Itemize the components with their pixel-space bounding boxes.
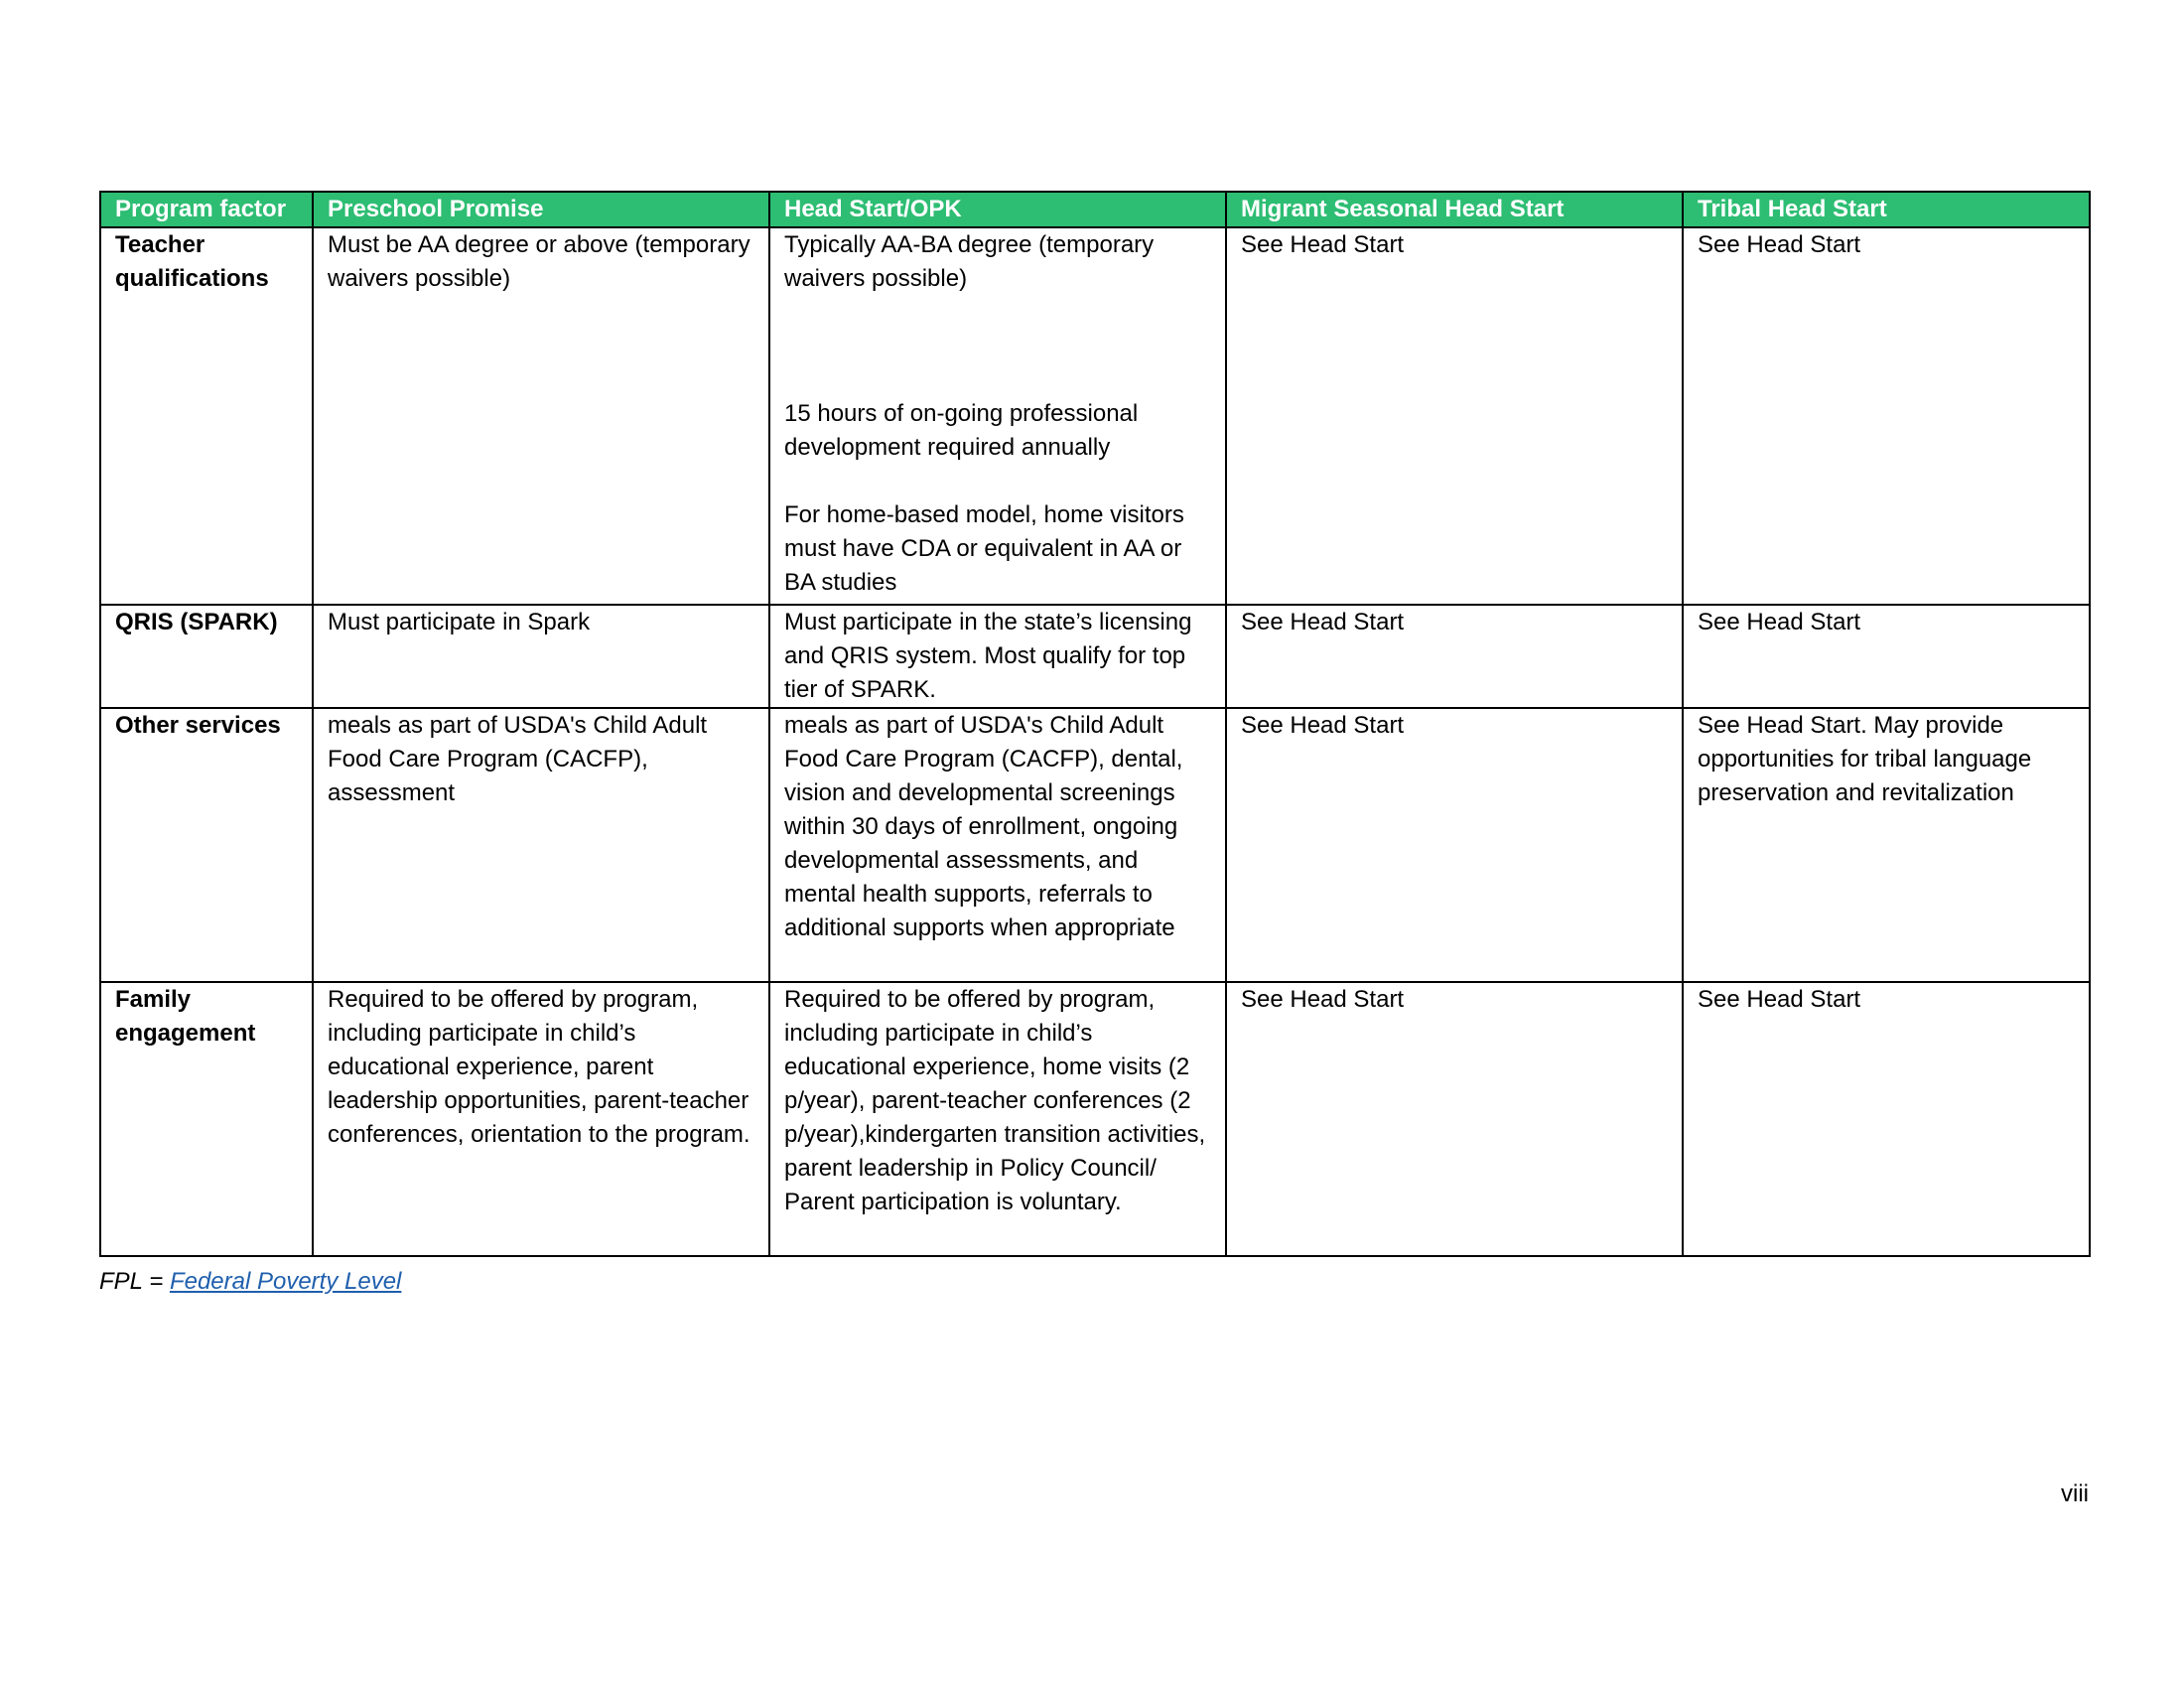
table-header-row — [100, 192, 2090, 227]
cell-migrant: See Head Start — [1226, 708, 1683, 982]
cell-head-start — [769, 227, 1226, 605]
cell-head-start: Required to be offered by program, including participate in child’s educational experience, home visits (2 p/year), parent-teacher conferences (2 p/year),kindergarten transition activities, parent leadership in Policy Council/ Parent participation is voluntary. — [769, 982, 1226, 1256]
spacer — [784, 296, 1211, 397]
cell-head-start: Must participate in the state’s licensing and QRIS system. Most qualify for top tier of SPARK. — [769, 605, 1226, 708]
federal-poverty-level-link[interactable]: Federal Poverty Level — [169, 1268, 402, 1295]
spacer — [784, 465, 1211, 498]
cell-tribal: See Head Start — [1683, 605, 2090, 708]
header-preschool-promise: Preschool Promise — [313, 192, 769, 227]
header-migrant-seasonal-head-start: Migrant Seasonal Head Start — [1226, 192, 1683, 227]
cell-preschool-promise: Must participate in Spark — [313, 605, 769, 708]
footnote — [99, 1265, 401, 1299]
table-row — [100, 227, 2090, 605]
cell-migrant: See Head Start — [1226, 227, 1683, 605]
cell-preschool-promise: Required to be offered by program, including participate in child’s educational experience, parent leadership opportunities, parent-teacher conferences, orientation to the program. — [313, 982, 769, 1256]
cell-preschool-promise: Must be AA degree or above (temporary waivers possible) — [313, 227, 769, 605]
header-program-factor: Program factor — [100, 192, 313, 227]
cell-migrant: See Head Start — [1226, 605, 1683, 708]
row-factor-family-engagement: Family engagement — [100, 982, 313, 1256]
cell-tribal: See Head Start — [1683, 982, 2090, 1256]
cell-migrant: See Head Start — [1226, 982, 1683, 1256]
table-row — [100, 605, 2090, 708]
page-number: viii — [2061, 1480, 2089, 1507]
header-head-start-opk: Head Start/OPK — [769, 192, 1226, 227]
header-tribal-head-start: Tribal Head Start — [1683, 192, 2090, 227]
cell-preschool-promise: meals as part of USDA's Child Adult Food Care Program (CACFP), assessment — [313, 708, 769, 982]
head-start-professional-development: 15 hours of on-going professional development required annually — [784, 400, 1139, 461]
footnote-prefix: FPL = — [99, 1268, 170, 1295]
cell-head-start: meals as part of USDA's Child Adult Food Care Program (CACFP), dental, vision and developmental screenings within 30 days of enrollment, ongoing developmental assessments, and mental health supports, referrals to additional supports when appropriate — [769, 708, 1226, 982]
cell-tribal: See Head Start — [1683, 227, 2090, 605]
table-row — [100, 708, 2090, 982]
program-comparison-table — [99, 191, 2091, 1257]
row-factor-qris: QRIS (SPARK) — [100, 605, 313, 708]
row-factor-other-services: Other services — [100, 708, 313, 982]
cell-tribal: See Head Start. May provide opportunities for tribal language preservation and revitalization — [1683, 708, 2090, 982]
head-start-teacher-degree: Typically AA-BA degree (temporary waivers possible) — [784, 231, 1155, 292]
table-row — [100, 982, 2090, 1256]
row-factor-teacher-qualifications: Teacher qualifications — [100, 227, 313, 605]
head-start-home-based-model: For home-based model, home visitors must have CDA or equivalent in AA or BA studies — [784, 501, 1184, 596]
